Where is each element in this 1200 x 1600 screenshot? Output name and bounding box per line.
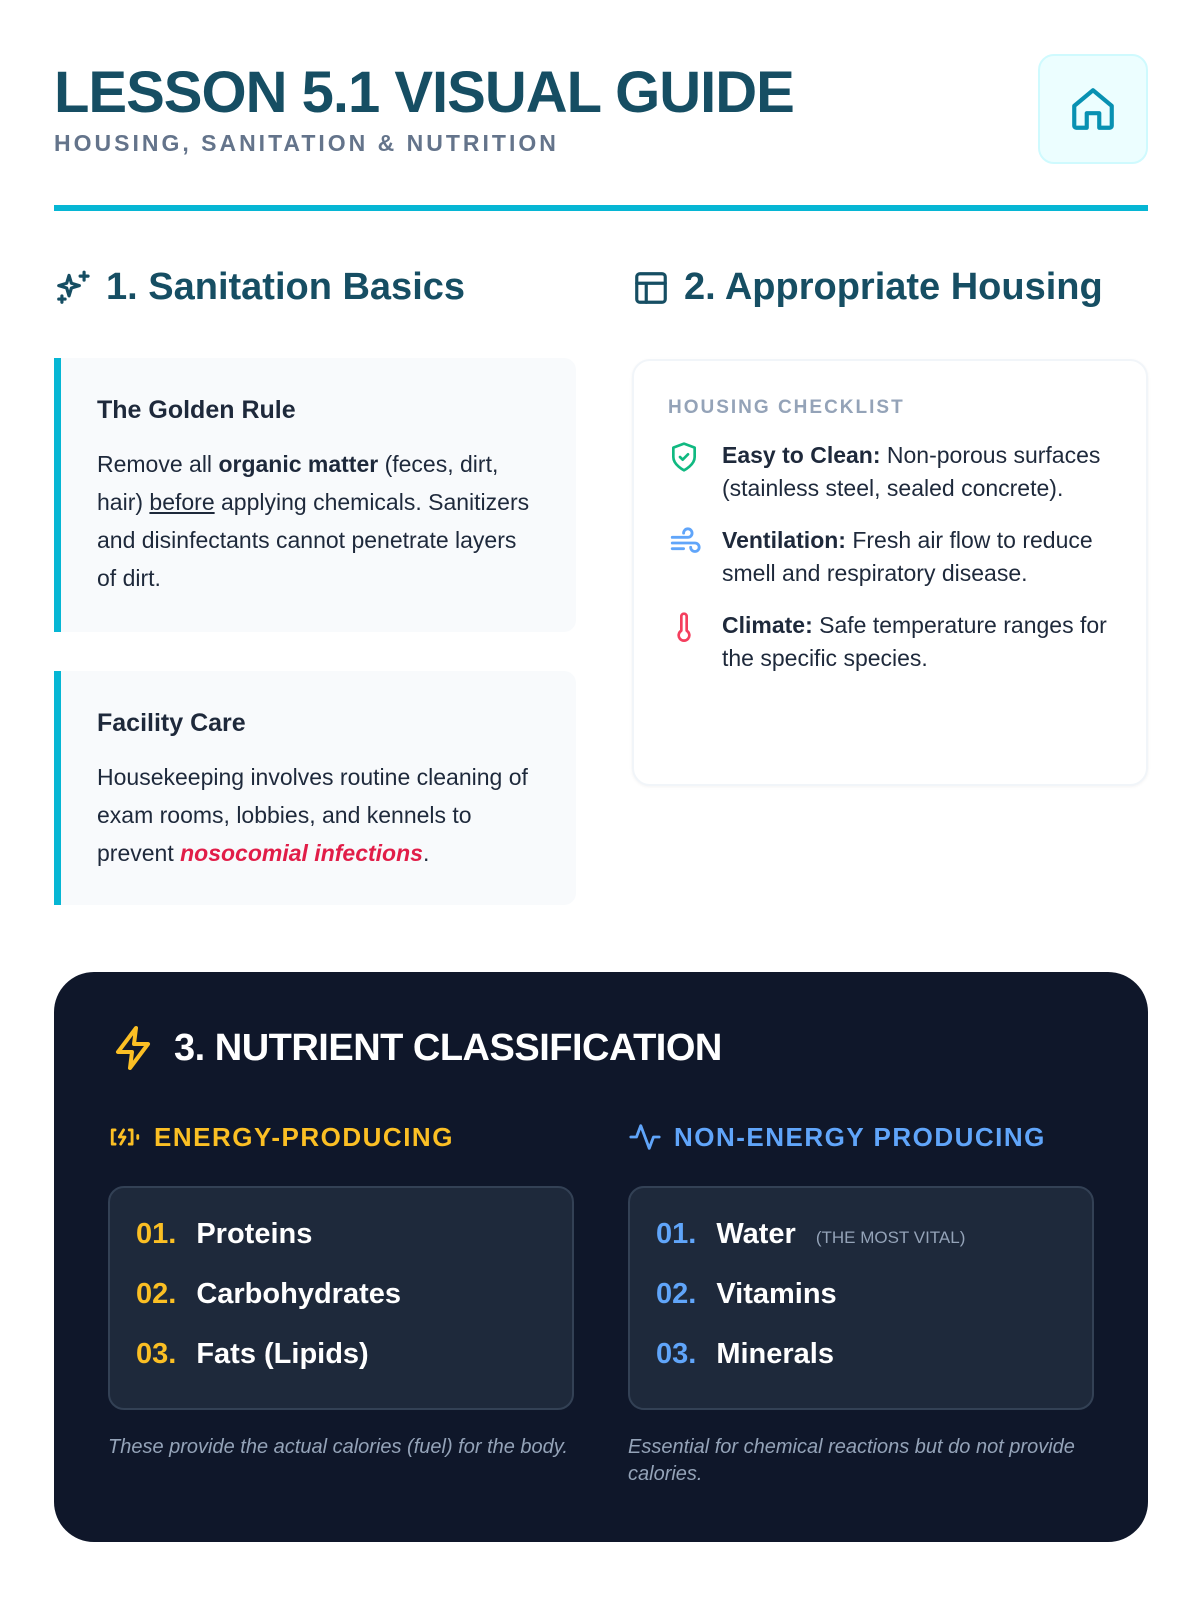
text-bold: organic matter bbox=[218, 451, 379, 477]
energy-footnote: These provide the actual calories (fuel) for the body. bbox=[108, 1436, 568, 1458]
energy-list bbox=[108, 1186, 574, 1410]
wind-icon bbox=[668, 526, 702, 560]
section-sanitation-title bbox=[54, 266, 465, 309]
checklist-label: Climate: bbox=[722, 612, 813, 638]
list-label: Minerals bbox=[716, 1338, 834, 1370]
home-button[interactable] bbox=[1038, 54, 1148, 164]
checklist-item bbox=[668, 524, 1116, 590]
list-item bbox=[656, 1278, 1066, 1338]
checklist-item bbox=[668, 609, 1116, 675]
list-item bbox=[136, 1278, 546, 1338]
housing-checklist bbox=[632, 359, 1148, 786]
list-item bbox=[656, 1218, 1066, 1278]
list-number: 02. bbox=[656, 1278, 697, 1310]
golden-rule-card bbox=[54, 358, 576, 632]
checklist-text: Non-porous surfaces (stainless steel, sealed concrete). bbox=[722, 442, 1101, 501]
nutrient-title-text: 3. NUTRIENT CLASSIFICATION bbox=[174, 1026, 722, 1069]
card-body bbox=[97, 758, 536, 872]
list-label: Water bbox=[716, 1218, 796, 1250]
text-fragment: applying chemicals. Sanitizers and disinfectants cannot penetrate layers of dirt. bbox=[97, 489, 530, 591]
facility-care-card bbox=[54, 671, 576, 905]
list-number: 01. bbox=[136, 1218, 177, 1250]
header-divider bbox=[54, 205, 1148, 211]
section-housing-title bbox=[632, 266, 1103, 309]
page-subtitle: HOUSING, SANITATION & NUTRITION bbox=[54, 130, 559, 156]
text-fragment: (feces, dirt, hair) bbox=[97, 451, 499, 515]
checklist-label: Easy to Clean: bbox=[722, 442, 881, 468]
list-number: 02. bbox=[136, 1278, 177, 1310]
list-note: (THE MOST VITAL) bbox=[815, 1228, 966, 1247]
checklist-heading: HOUSING CHECKLIST bbox=[668, 397, 905, 418]
non-energy-list bbox=[628, 1186, 1094, 1410]
list-label: Vitamins bbox=[716, 1278, 837, 1310]
thermometer-icon bbox=[668, 611, 700, 643]
list-label: Carbohydrates bbox=[196, 1278, 401, 1310]
list-label: Fats (Lipids) bbox=[196, 1338, 369, 1370]
nutrient-title bbox=[110, 1024, 722, 1072]
shield-check-icon bbox=[668, 441, 700, 473]
text-fragment: . bbox=[422, 840, 430, 866]
energy-heading-text: ENERGY-PRODUCING bbox=[154, 1121, 454, 1152]
home-icon bbox=[1068, 84, 1118, 134]
non-energy-heading bbox=[628, 1120, 1046, 1154]
checklist-item bbox=[668, 439, 1116, 505]
list-number: 03. bbox=[656, 1338, 697, 1370]
page-title: LESSON 5.1 VISUAL GUIDE bbox=[54, 60, 794, 125]
text-underline: before bbox=[149, 489, 215, 515]
layout-icon bbox=[632, 269, 670, 307]
text-fragment: Housekeeping involves routine cleaning of exam rooms, lobbies, and kennels to prevent bbox=[97, 764, 528, 866]
list-item bbox=[136, 1218, 546, 1278]
sparkles-icon bbox=[54, 269, 92, 307]
card-body bbox=[97, 445, 536, 597]
energy-heading bbox=[108, 1120, 454, 1154]
non-energy-heading-text: NON-ENERGY PRODUCING bbox=[674, 1121, 1046, 1152]
non-energy-footnote: Essential for chemical reactions but do not provide calories. bbox=[628, 1436, 1075, 1485]
lightning-icon bbox=[110, 1024, 158, 1072]
battery-charging-icon bbox=[108, 1120, 142, 1154]
list-item bbox=[136, 1338, 546, 1398]
checklist-text: Fresh air flow to reduce smell and respiratory disease. bbox=[722, 527, 1093, 586]
list-label: Proteins bbox=[196, 1218, 313, 1250]
card-heading: Facility Care bbox=[97, 709, 246, 737]
text-fragment: Remove all bbox=[97, 451, 219, 477]
page-header bbox=[54, 60, 1148, 170]
section-title-text: 1. Sanitation Basics bbox=[106, 266, 466, 308]
text-highlight: nosocomial infections bbox=[180, 840, 423, 866]
checklist-text: Safe temperature ranges for the specific species. bbox=[722, 612, 1107, 671]
card-heading: The Golden Rule bbox=[97, 396, 296, 424]
list-number: 03. bbox=[136, 1338, 177, 1370]
nutrient-panel bbox=[54, 972, 1148, 1542]
activity-icon bbox=[628, 1120, 662, 1154]
checklist-label: Ventilation: bbox=[722, 527, 846, 553]
list-number: 01. bbox=[656, 1218, 697, 1250]
list-item bbox=[656, 1338, 1066, 1398]
section-title-text: 2. Appropriate Housing bbox=[684, 266, 1103, 308]
